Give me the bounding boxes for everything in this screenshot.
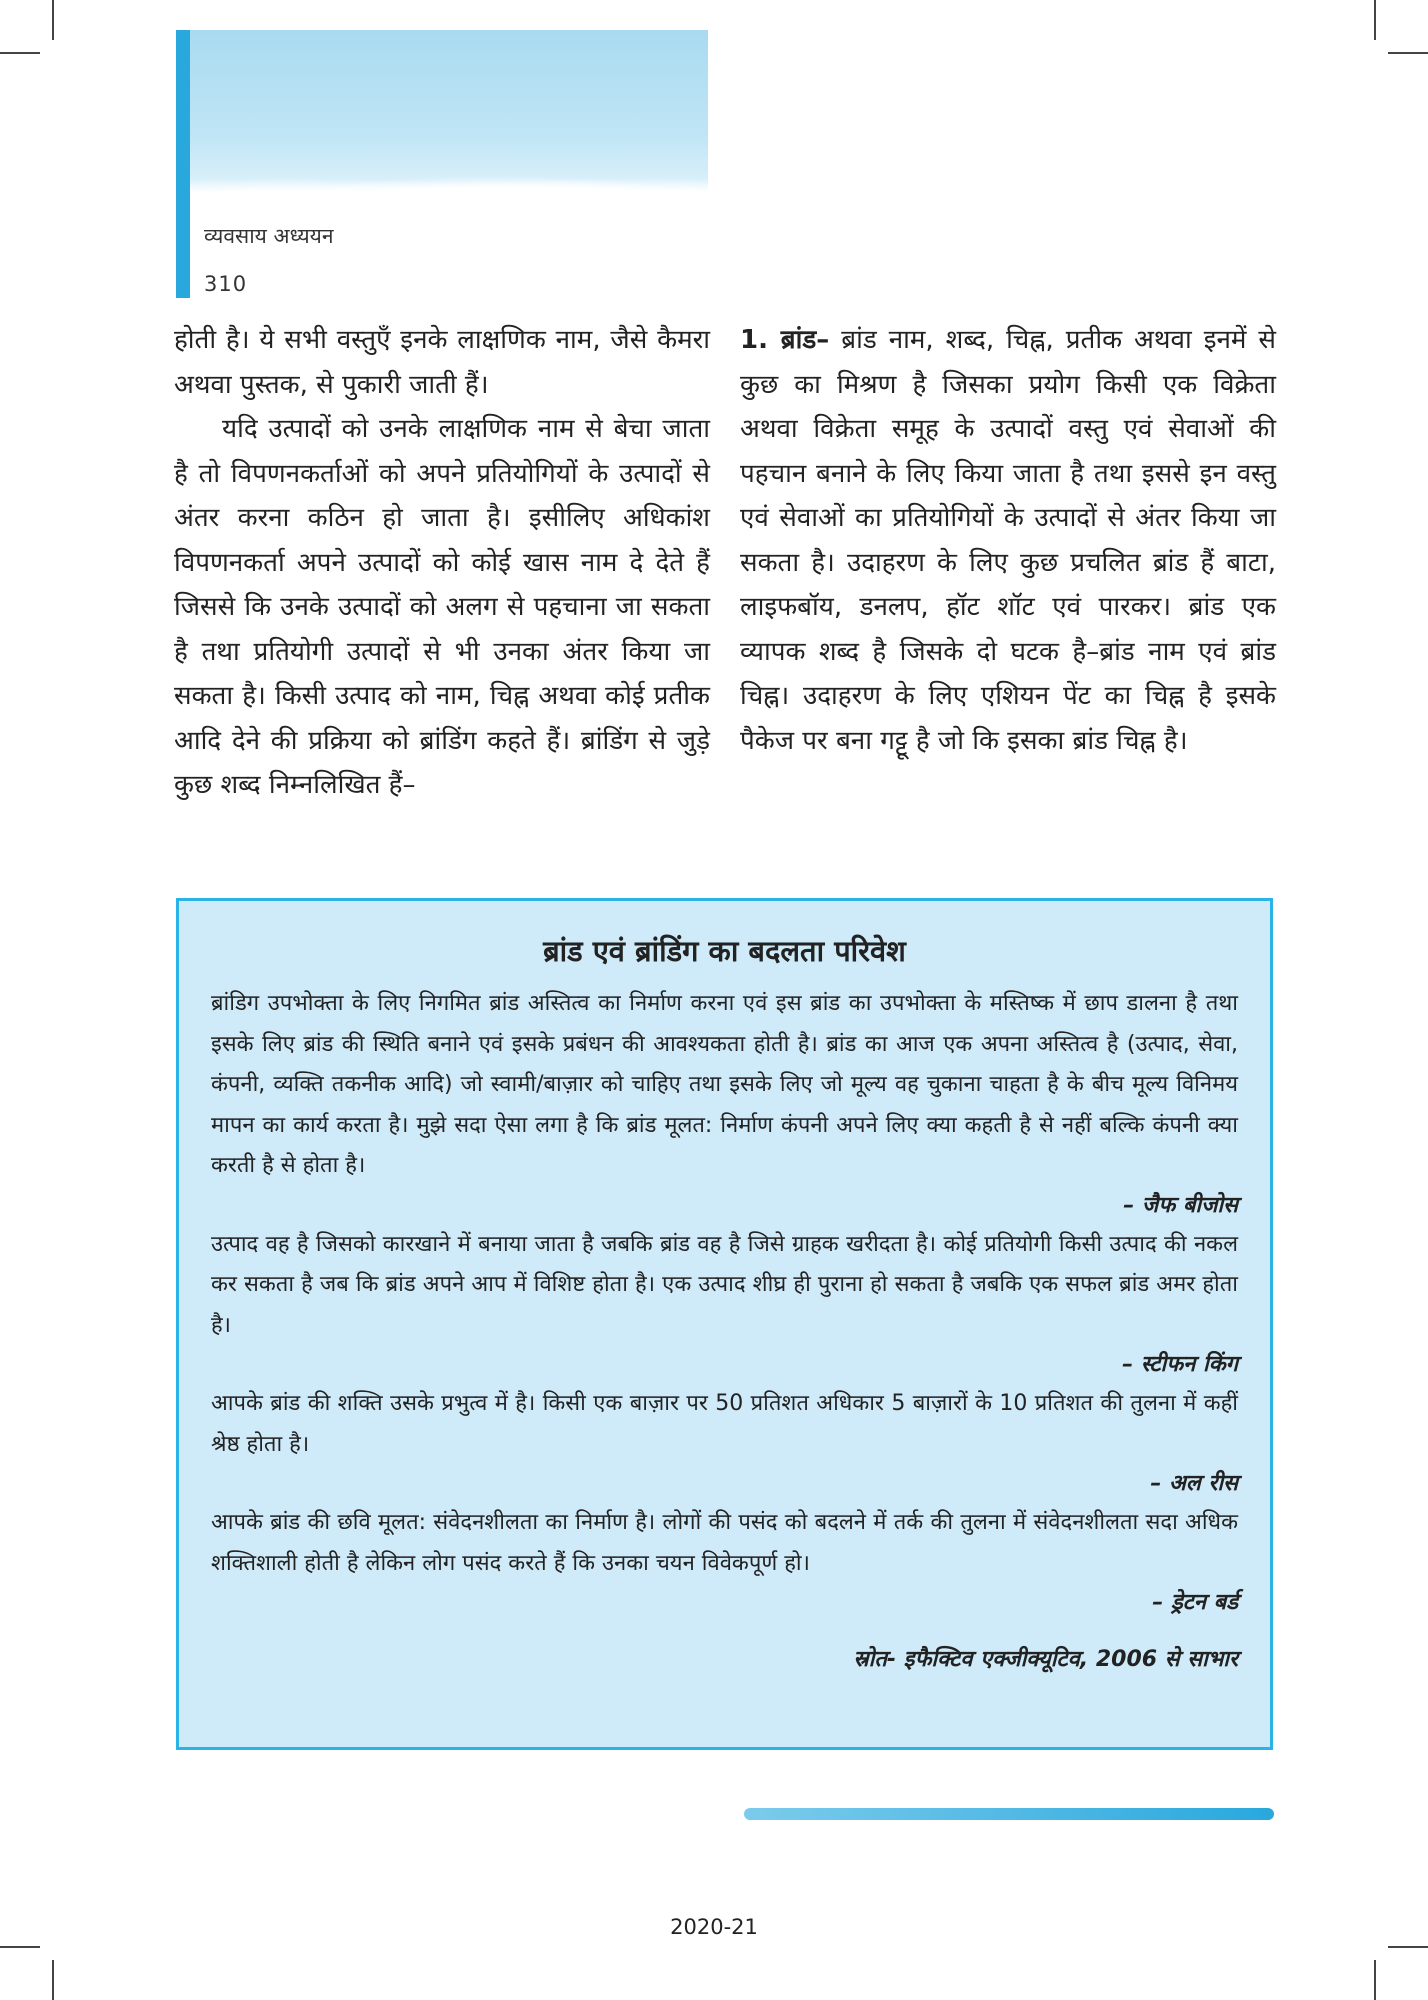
box-title: ब्रांड एवं ब्रांडिंग का बदलता परिवेश — [543, 934, 906, 968]
left-paragraph-2: यदि उत्पादों को उनके लाक्षणिक नाम से बेचा जाता है तो विपणनकर्ताओं को अपने प्रतियोगियों के उत्पादों से अंतर करना कठिन हो जाता है। इसीलिए अधिकांश विपणनकर्ता अपने उत्पादों को कोई खास नाम दे देते हैं जिससे कि उनके उत्पादों को अलग से पहचाना जा सकता है तथा प्रतियोगी उत्पादों से भी उनका अंतर किया जा सकता है। किसी उत्पाद को नाम, चिह्न अथवा कोई प्रतीक आदि देने की प्रक्रिया को ब्रांडिंग कहते हैं। ब्रांडिंग से जुड़े कुछ शब्द निम्नलिखित हैं– — [174, 414, 710, 800]
header-sky-band — [176, 30, 708, 220]
quote-1-text: ब्रांडिग उपभोक्ता के लिए निगमित ब्रांड अस्तित्व का निर्माण करना एवं इस ब्रांड का उपभोक्ता के मस्तिष्क में छाप डालना है तथा इसके लिए ब्रांड की स्थिति बनाने एवं इसके प्रबंधन की आवश्यकता होती है। ब्रांड का आज एक अपना अस्तित्व है (उत्पाद, सेवा, कंपनी, व्यक्ति तकनीक आदि) जो स्वामी/बाज़ार को चाहिए तथा इसके लिए जो मूल्य वह चुकाना चाहता है के बीच मूल्य विनिमय मापन का कार्य करता है। मुझे सदा ऐसा लगा है कि ब्रांड मूलत: निर्माण कंपनी अपने लिए क्या कहती है से नहीं बल्कि कंपनी क्या करती है से होता है। — [211, 991, 1238, 1178]
crop-mark-top-left-h — [0, 52, 40, 54]
quote-2-text: उत्पाद वह है जिसको कारखाने में बनाया जाता है जबकि ब्रांड वह है जिसे ग्राहक खरीदता है। कोई प्रतियोगी किसी उत्पाद की नकल कर सकता है जब कि ब्रांड अपने आप में विशिष्ट होता है। एक उत्पाद शीघ्र ही पुराना हो सकता है जबकि एक सफल ब्रांड अमर होता है। — [211, 1231, 1238, 1338]
left-column — [174, 318, 710, 808]
quote-1-author: – जैफ बीजोस — [1123, 1192, 1238, 1218]
header-subject: व्यवसाय अध्ययन — [204, 224, 334, 248]
footer-year: 2020-21 — [670, 1915, 758, 1939]
box-source: स्रोत- इफैक्टिव एक्जीक्यूटिव, 2006 से साभार — [853, 1647, 1238, 1672]
quote-2-author: – स्टीफन किंग — [1122, 1352, 1238, 1377]
crop-mark-bottom-left-h — [0, 1946, 40, 1948]
bottom-accent-strip — [744, 1808, 1274, 1820]
quote-4-author: – ड्रेटन बर्ड — [1152, 1590, 1238, 1615]
right-column — [740, 318, 1276, 763]
quote-3-author: – अल रीस — [1150, 1471, 1238, 1496]
brand-definition-paragraph — [740, 318, 1276, 763]
crop-mark-top-right — [1374, 0, 1376, 40]
page-number: 310 — [204, 272, 248, 296]
crop-mark-top-left — [52, 0, 54, 40]
left-paragraph-1: होती है। ये सभी वस्तुएँ इनके लाक्षणिक नाम, जैसे कैमरा अथवा पुस्तक, से पुकारी जाती हैं। — [174, 325, 710, 400]
header-accent-bar — [176, 30, 190, 298]
quote-4-text: आपके ब्रांड की छवि मूलत: संवेदनशीलता का निर्माण है। लोगों की पसंद को बदलने में तर्क की तुलना में संवेदनशीलता सदा अधिक शक्तिशाली होती है लेकिन लोग पसंद करते हैं कि उनका चयन विवेकपूर्ण हो। — [211, 1510, 1238, 1576]
branding-quote-box — [176, 898, 1273, 1750]
brand-definition-text: ब्रांड नाम, शब्द, चिह्न, प्रतीक अथवा इनमें से कुछ का मिश्रण है जिसका प्रयोग किसी एक विक्रेता अथवा विक्रेता समूह के उत्पादों वस्तु एवं सेवाओं की पहचान बनाने के लिए किया जाता है तथा इससे इन वस्तु एवं सेवाओं का प्रतियोगियों के उत्पादों से अंतर किया जा सकता है। उदाहरण के लिए कुछ प्रचलित ब्रांड हैं बाटा, लाइफबॉय, डनलप, हॉट शॉट एवं पारकर। ब्रांड एक व्यापक शब्द है जिसके दो घटक है–ब्रांड नाम एवं ब्रांड चिह्न। उदाहरण के लिए एशियन पेंट का चिह्न है इसके पैकेज पर बना गट्टू है जो कि इसका ब्रांड चिह्न है। — [740, 325, 1277, 756]
crop-mark-top-right-h — [1388, 52, 1428, 54]
crop-mark-bottom-right — [1374, 1960, 1376, 2000]
crop-mark-bottom-right-h — [1388, 1946, 1428, 1948]
quote-3-text: आपके ब्रांड की शक्ति उसके प्रभुत्व में है। किसी एक बाज़ार पर 50 प्रतिशत अधिकार 5 बाज़ारों के 10 प्रतिशत की तुलना में कहीं श्रेष्ठ होता है। — [211, 1391, 1238, 1457]
crop-mark-bottom-left — [52, 1960, 54, 2000]
brand-term: 1. ब्रांड– — [740, 325, 830, 355]
